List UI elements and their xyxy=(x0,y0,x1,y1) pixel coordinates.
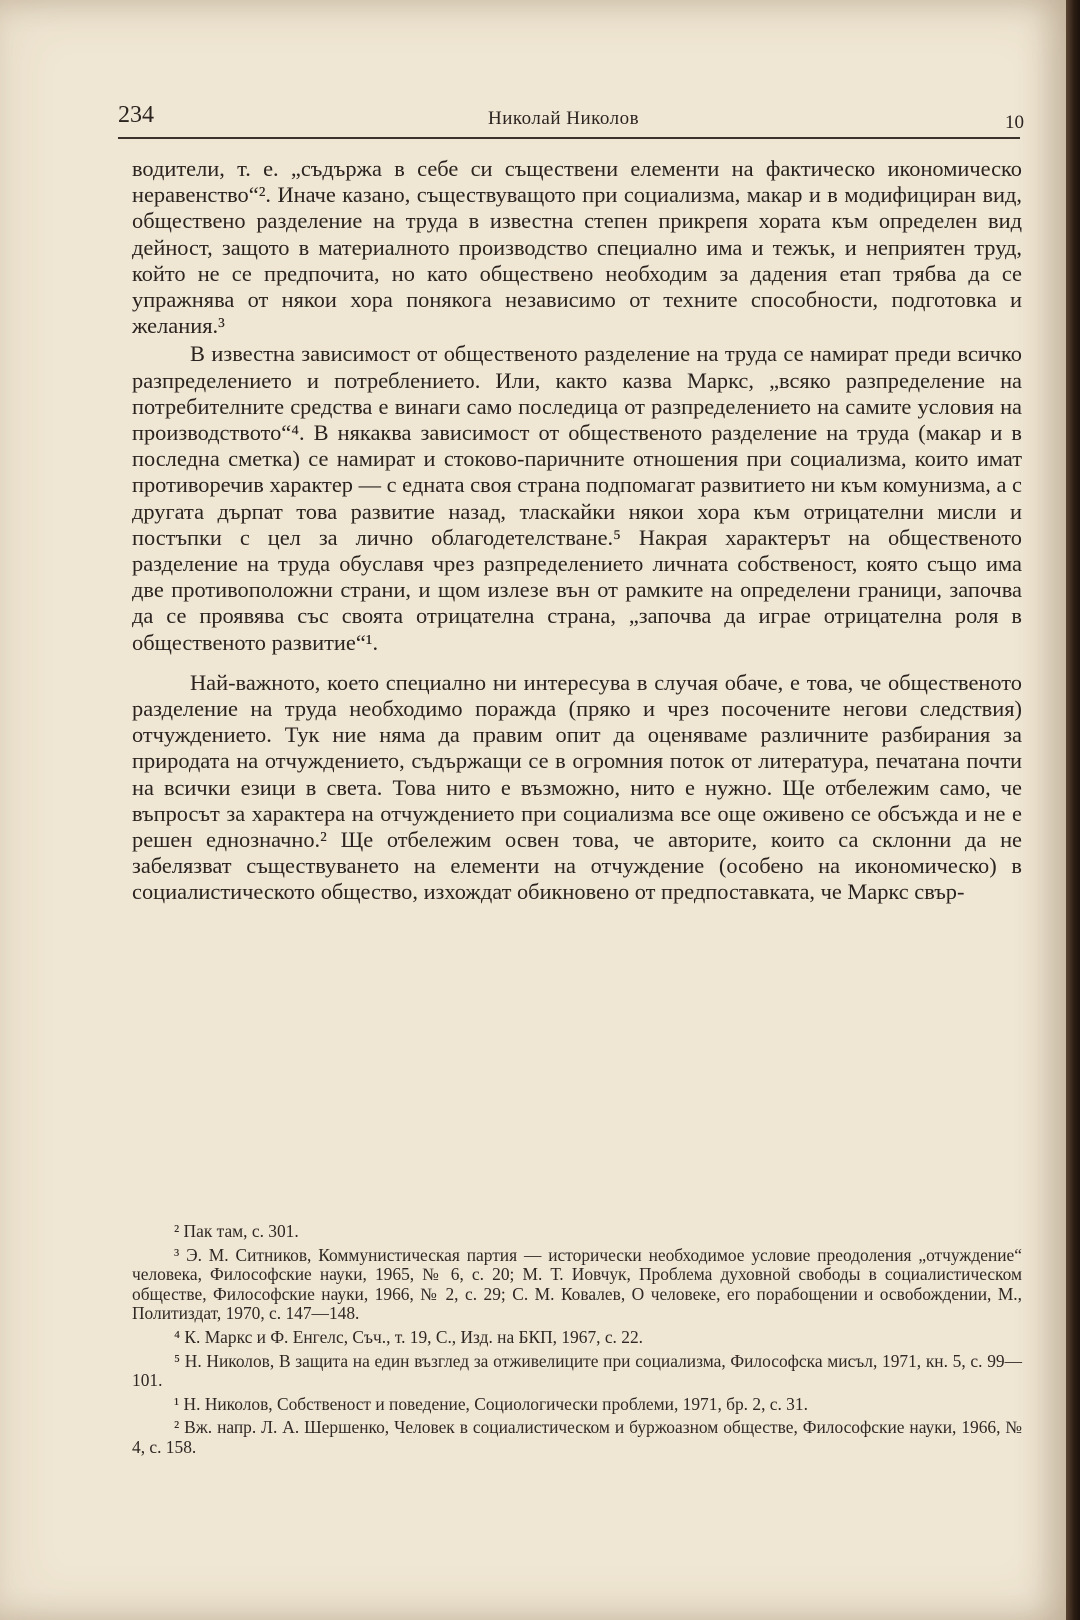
running-head: Николай Николов xyxy=(488,108,640,129)
footnotes xyxy=(132,1222,1022,1462)
main-text xyxy=(132,156,1022,906)
header-rule xyxy=(118,137,1020,139)
footnote: ⁵ Н. Николов, В защита на един възглед за отживелиците при социализма, Философска мисъл, 1971, кн. 5, с. 99—101. xyxy=(132,1350,1022,1391)
page-number: 234 xyxy=(118,102,154,128)
footnote: ² Вж. напр. Л. А. Шершенко, Человек в социалистическом и буржоазном обществе, Философские науки, 1966, № 4, с. 158. xyxy=(132,1417,1022,1457)
footnote: ³ Э. М. Ситников, Коммунистическая партия — исторически необходимое условие преодоления „отчуждение“ человека, Философские науки, 1965, № 6, с. 20; М. Т. Иовчук, Проблема духовной свободы в социалистическом обществе, Философские науки, 1966, № 2, с. 29; С. М. Ковалев, О человеке, его порабощении и освобождении, М., Политиздат, 1970, с. 147—148. xyxy=(132,1244,1022,1324)
paragraph: Най-важното, което специално ни интересува в случая обаче, е това, че общественото разделение на труда необходимо поражда (пряко и чрез посочените негови следствия) отчуждението. Тук ние няма да правим опит да оценяваме различните разбирания за природата на отчуждението, съдържащи се в огромния поток от литература, печатана почти на всички езици в света. Това нито е възможно, нито е нужно. Ще отбележим само, че въпросът за характера на отчуждението при социализма все още оживено се обсъжда и не е решен еднозначно.² Ще отбележим освен това, че авторите, които са склонни да не забелязват съществуването на елементи на отчуждение (особено на икономическо) в социалистическото общество, изхождат обикновено от предпоставката, че Маркс свър- xyxy=(132,669,1022,905)
footnote: ⁴ К. Маркс и Ф. Енгелс, Съч., т. 19, С., Изд. на БКП, 1967, с. 22. xyxy=(174,1326,643,1347)
book-binding-edge xyxy=(1066,0,1080,1620)
paragraph: В известна зависимост от общественото разделение на труда се намират преди всичко разпределението и потреблението. Или, както казва Маркс, „всяко разпределение на потребителните средства е винаги само последица от разпределението на самите условия на производството“⁴. В някаква зависимост от общественото разделение на труда (макар и в последна сметка) се намират и стоково-паричните отношения при социализма, които имат противоречив характер — с едната своя страна подпомагат развитието ни към комунизма, а с другата дърпат това развитие назад, тласкайки някои хора към отрицателни мисли и постъпки с цел за лично облагодетелстване.⁵ Накрая характерът на общественото разделение на труда обуславя чрез разпределението личната собственост, която също има две противоположни страни, и щом излезе вън от рамките на определени граници, започва да се проявява със своята отрицателна страна, „започва да играе отрицателна роля в общественото развитие“¹. xyxy=(132,341,1022,655)
footnote: ² Пак там, с. 301. xyxy=(174,1221,299,1241)
footnote: ¹ Н. Николов, Собственост и поведение, Социологически проблеми, 1971, бр. 2, с. 31. xyxy=(174,1393,808,1414)
paragraph: водители, т. е. „съдържа в себе си съществени елементи на фактическо икономическо неравенство“². Иначе казано, съществуващото при социализма, макар и в модифициран вид, обществено разделение на труда в известна степен прикрепя хората към определен вид дейност, защото в материалното производство специално има и тежък, и неприятен труд, който не се предпочита, но като обществено необходим за дадения етап трябва да се упражнява от някои хора понякога независимо от техните способности, подготовка и желания.³ xyxy=(132,156,1022,339)
signature-mark: 10 xyxy=(1005,112,1024,133)
page-header xyxy=(118,102,1024,138)
